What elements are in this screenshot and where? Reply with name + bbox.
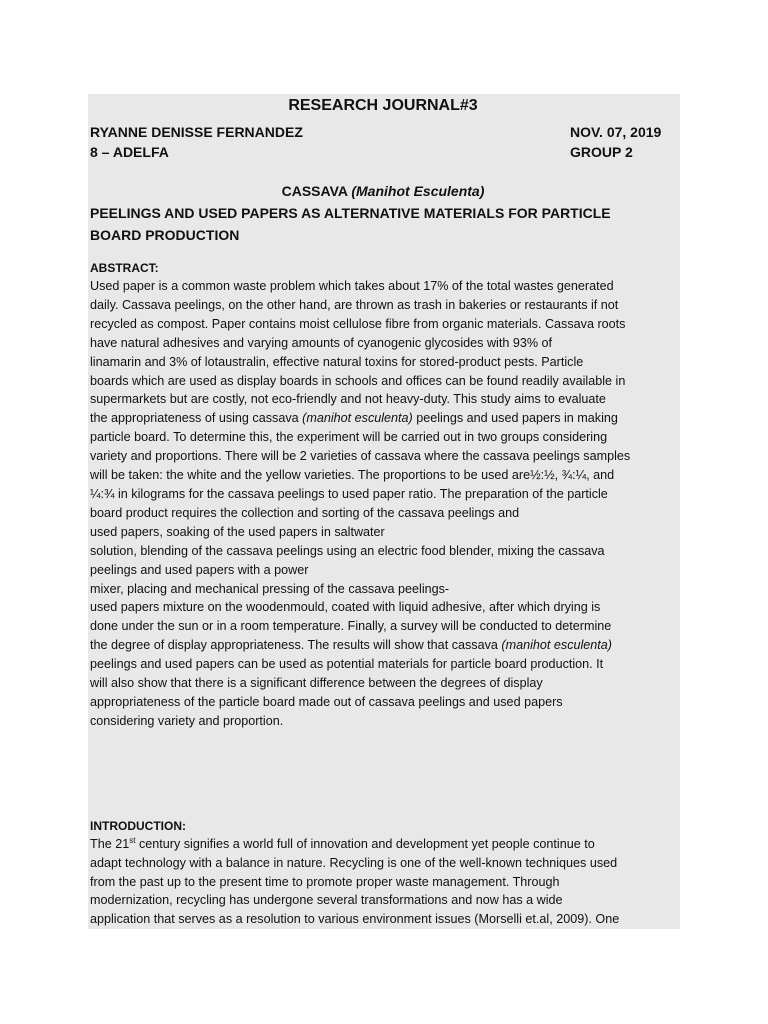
introduction-line: from the past up to the present time to promote proper waste management. Through: [90, 874, 560, 889]
journal-title: RESEARCH JOURNAL#3: [288, 97, 478, 114]
abstract-line: used papers, soaking of the used papers in saltwater: [90, 524, 385, 539]
abstract-line: have natural adhesives and varying amounts of cyanogenic glycosides with 93% of: [90, 335, 553, 350]
abstract-line: recycled as compost. Paper contains moist cellulose fibre from organic materials. Cassava roots: [90, 316, 626, 331]
introduction-heading: INTRODUCTION:: [90, 818, 186, 833]
abstract-line: appropriateness of the particle board made out of cassava peelings and used papers: [90, 694, 563, 709]
italic-scientific-name: (manihot esculenta): [501, 638, 612, 653]
introduction-line: adapt technology with a balance in nature. Recycling is one of the well-known techniques used: [90, 855, 618, 870]
abstract-line: variety and proportions. There will be 2 varieties of cassava where the cassava peelings samples: [90, 449, 631, 464]
topic-title: [90, 180, 676, 202]
italic-scientific-name: (manihot esculenta): [302, 411, 413, 426]
abstract-line: the degree of display appropriateness. The results will show that cassava (manihot esculenta): [90, 638, 612, 653]
paper-title-line: PEELINGS AND USED PAPERS AS ALTERNATIVE MATERIALS FOR PARTICLE: [90, 205, 611, 221]
abstract-line: solution, blending of the cassava peelings using an electric food blender, mixing the cassava: [90, 543, 605, 558]
group-label: GROUP 2: [570, 144, 633, 160]
abstract-line: mixer, placing and mechanical pressing of the cassava peelings-: [90, 581, 450, 596]
author-row: [90, 122, 676, 142]
abstract-line: done under the sun or in a room temperature. Finally, a survey will be conducted to determine: [90, 619, 612, 634]
abstract-line: supermarkets but are costly, not eco-friendly and not heavy-duty. This study aims to evaluate: [90, 392, 606, 407]
introduction-line: modernization, recycling has undergone several transformations and now has a wide: [90, 893, 563, 908]
abstract-line: considering variety and proportion.: [90, 713, 284, 728]
abstract-line: ¼:¾ in kilograms for the cassava peelings to used paper ratio. The preparation of the particle: [90, 486, 608, 501]
author-name: RYANNE DENISSE FERNANDEZ: [90, 124, 303, 140]
introduction-line: application that serves as a resolution to various environment issues (Morselli et.al, 2009). One: [90, 912, 620, 927]
abstract-line: board product requires the collection and sorting of the cassava peelings and: [90, 505, 520, 520]
abstract-line: peelings and used papers can be used as potential materials for particle board production. It: [90, 657, 604, 672]
document-page: [88, 94, 680, 929]
section-row: [90, 142, 676, 162]
introduction-line: The 21st century signifies a world full of innovation and development yet people continue to: [90, 835, 595, 851]
paper-title-line: BOARD PRODUCTION: [90, 227, 240, 243]
abstract-heading: ABSTRACT:: [90, 261, 159, 275]
abstract-line: particle board. To determine this, the experiment will be carried out in two groups considering: [90, 430, 608, 445]
journal-date: NOV. 07, 2019: [570, 124, 662, 140]
abstract-line: used papers mixture on the woodenmould, coated with liquid adhesive, after which drying is: [90, 600, 601, 615]
class-section: 8 – ADELFA: [90, 144, 169, 160]
paper-title: [90, 202, 676, 246]
abstract-line: Used paper is a common waste problem which takes about 17% of the total wastes generated: [90, 279, 614, 293]
abstract-line: linamarin and 3% of lotaustralin, effective natural toxins for stored-product pests. Particle: [90, 354, 584, 369]
topic-scientific-name: (Manihot Esculenta): [351, 183, 485, 199]
abstract-line: boards which are used as display boards in schools and offices can be found readily available in: [90, 373, 626, 388]
abstract-line: will also show that there is a significant difference between the degrees of display: [90, 676, 543, 691]
document-content: [90, 94, 676, 929]
introduction-body: [90, 835, 676, 929]
abstract-line: daily. Cassava peelings, on the other hand, are thrown as trash in bakeries or restaurants if not: [90, 297, 619, 312]
abstract-line: peelings and used papers with a power: [90, 562, 309, 577]
topic-main: CASSAVA: [281, 183, 348, 199]
abstract-line: will be taken: the white and the yellow varieties. The proportions to be used are½:½, ¾:¼, and: [90, 468, 615, 483]
abstract-line: the appropriateness of using cassava (manihot esculenta) peelings and used papers in making: [90, 411, 618, 426]
abstract-body: [90, 277, 676, 731]
